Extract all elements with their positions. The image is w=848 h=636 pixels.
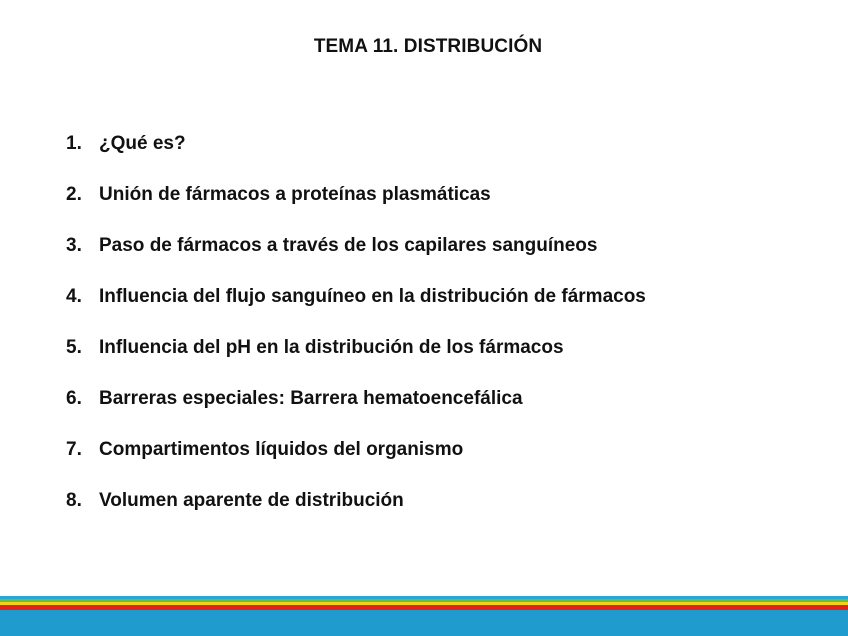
list-item-number: 5. <box>66 337 82 358</box>
list-item-text: ¿Qué es? <box>99 133 186 154</box>
list-item-text: Influencia del flujo sanguíneo en la distribución de fármacos <box>99 286 646 307</box>
list-item-number: 8. <box>66 490 82 511</box>
list-item <box>66 488 646 539</box>
slide-title: TEMA 11. DISTRIBUCIÓN <box>313 36 543 57</box>
list-item-number: 7. <box>66 439 82 460</box>
footer-color-band <box>0 596 848 636</box>
list-item <box>66 182 646 233</box>
list-item-number: 2. <box>66 184 82 205</box>
list-item-number: 1. <box>66 133 82 154</box>
topic-list <box>66 131 646 539</box>
list-item <box>66 386 646 437</box>
list-item <box>66 233 646 284</box>
list-item-text: Compartimentos líquidos del organismo <box>99 439 464 460</box>
list-item-text: Unión de fármacos a proteínas plasmáticas <box>99 184 491 205</box>
footer-stripe-blue <box>0 610 848 636</box>
list-item <box>66 437 646 488</box>
list-item-number: 6. <box>66 388 82 409</box>
list-item-text: Paso de fármacos a través de los capilares sanguíneos <box>99 235 598 256</box>
list-item <box>66 335 646 386</box>
list-item <box>66 284 646 335</box>
list-item-number: 3. <box>66 235 82 256</box>
list-item-text: Influencia del pH en la distribución de los fármacos <box>99 337 564 358</box>
list-item-text: Volumen aparente de distribución <box>99 490 404 511</box>
list-item-text: Barreras especiales: Barrera hematoencefálica <box>99 388 523 409</box>
list-item-number: 4. <box>66 286 82 307</box>
list-item <box>66 131 646 182</box>
